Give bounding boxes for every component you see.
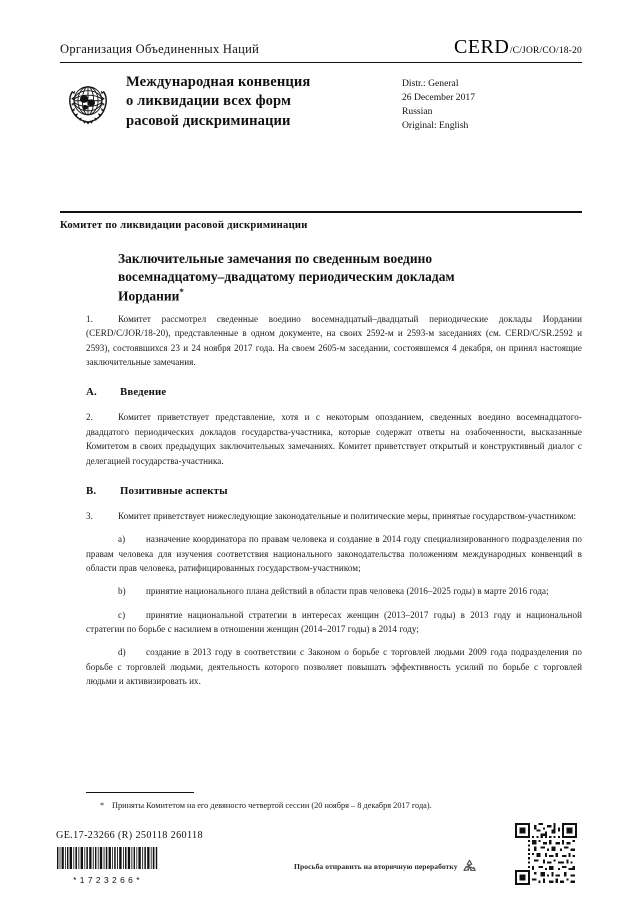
recycle-icon xyxy=(461,858,478,875)
page-title-line3 xyxy=(118,286,582,306)
footnote xyxy=(100,800,530,812)
list-item xyxy=(86,532,582,575)
list-item-text: создание в 2013 году в соответствии с Законом о борьбе с торговлей людьми 2009 года подразделения по борьбе с торговлей людьми, деятельность которого позволяет повышать эффективность усилий по борьбе с торговлей людьми и активизировать их. xyxy=(86,647,582,687)
distribution-language: Russian xyxy=(402,106,433,118)
committee-name: Комитет по ликвидации расовой дискриминации xyxy=(60,220,308,231)
paragraph-1 xyxy=(86,312,582,369)
paragraph-number: 1. xyxy=(86,314,93,324)
section-letter: A. xyxy=(86,386,97,399)
paragraph-text: Комитет приветствует нижеследующие законодательные и политические меры, принятые государством-участником: xyxy=(118,510,577,521)
document-symbol-main: CERD xyxy=(454,36,510,58)
convention-title-line3: расовой дискриминации xyxy=(126,112,291,129)
barcode xyxy=(56,847,160,885)
convention-title-line1: Международная конвенция xyxy=(126,74,311,90)
list-item-text: принятие национальной стратегии в интересах женщин (2013–2017 годы) в 2013 году и национальной стратегии по борьбе с насилием в отношении женщин (2014–2017 годы) в 2014 году; xyxy=(86,609,582,635)
paragraph-text: Комитет приветствует представление, хотя и с некоторым опозданием, сведенных воедино восемнадцатого-двадцатого периодических докладов государства-участника, которые содержат ответы на озабоченности, высказанные Комитетом в своих предыдущих заключительных замечаниях. Комитет приветствует открытый и конструктивный диалог с делегацией государства-участника. xyxy=(86,412,582,466)
list-item-letter: b) xyxy=(118,586,126,597)
section-title: Введение xyxy=(120,386,167,399)
recycle-notice xyxy=(294,858,478,875)
distribution-date: 26 December 2017 xyxy=(402,92,475,104)
footnote-text: Приняты Комитетом на его девяносто четвертой сессии (20 ноября – 8 декабря 2017 года). xyxy=(112,801,432,810)
footnote-divider xyxy=(86,792,194,793)
page-title-line3-text: Иордании xyxy=(118,288,180,304)
paragraph-3 xyxy=(86,509,582,523)
organization-name: Организация Объединенных Наций xyxy=(60,42,260,56)
document-number: GE.17-23266 (R) 250118 260118 xyxy=(56,830,203,841)
organization-row xyxy=(60,36,582,62)
distribution-type: Distr.: General xyxy=(402,78,459,89)
paragraph-number: 2. xyxy=(86,412,93,423)
convention-title-line2: о ликвидации всех форм xyxy=(126,93,292,110)
list-item-text: принятие национального плана действий в области прав человека (2016–2025 годы) в марте 2016 года; xyxy=(146,586,549,597)
list-item xyxy=(86,645,582,688)
document-header xyxy=(60,36,582,133)
distribution-original: Original: English xyxy=(402,120,469,132)
paragraph-number: 3. xyxy=(86,510,93,521)
footnote-marker: * xyxy=(100,801,105,810)
paragraph-2 xyxy=(86,410,582,467)
document-body xyxy=(86,312,582,688)
barcode-bars xyxy=(56,847,160,869)
document-symbol xyxy=(454,36,582,59)
recycle-text: Просьба отправить на вторичную переработку xyxy=(294,862,458,871)
masthead xyxy=(60,73,582,133)
list-item-letter: a) xyxy=(118,534,126,545)
barcode-number: *1723266* xyxy=(73,875,143,885)
page-title-line1: Заключительные замечания по сведенным воедино xyxy=(118,251,433,266)
document-symbol-suffix: /C/JOR/CO/18-20 xyxy=(509,46,582,56)
page-title xyxy=(118,250,582,306)
distribution-block xyxy=(390,73,582,133)
header-divider-thin xyxy=(60,62,582,63)
page-title-line2: восемнадцатому–двадцатому периодическим докладам xyxy=(118,269,455,285)
section-letter: B. xyxy=(86,484,97,497)
un-emblem xyxy=(60,75,116,131)
list-item-text: назначение координатора по правам человека и создание в 2014 году специализированного подразделения по правам человека для изучения соответствия национального законодательства положениям международных конвенций в области прав человека, ратифицированных государством-участником; xyxy=(86,534,582,573)
convention-title xyxy=(116,73,390,131)
section-heading-a xyxy=(86,386,582,398)
list-item-letter: c) xyxy=(118,609,126,620)
section-heading-b xyxy=(86,485,582,497)
list-item xyxy=(86,608,582,637)
paragraph-text: Комитет рассмотрел сведенные воедино восемнадцатый–двадцатый периодические доклады Иордании (CERD/C/JOR/18-20), представленные в одном документе, на своих 2592-м и 2593-м заседаниях (см. CERD/C/SR.2592 и 2593), состоявшихся 23 и 24 ноября 2017 года. На своем 2605-м заседании, состоявшемся 4 декабря, он принял настоящие заключительные замечания. xyxy=(86,314,582,368)
section-title: Позитивные аспекты xyxy=(120,484,228,497)
title-footnote-marker: * xyxy=(179,287,184,298)
list-item-letter: d) xyxy=(118,647,126,658)
header-divider-thick xyxy=(60,211,582,213)
list-item xyxy=(86,584,582,598)
qr-code xyxy=(515,823,577,885)
